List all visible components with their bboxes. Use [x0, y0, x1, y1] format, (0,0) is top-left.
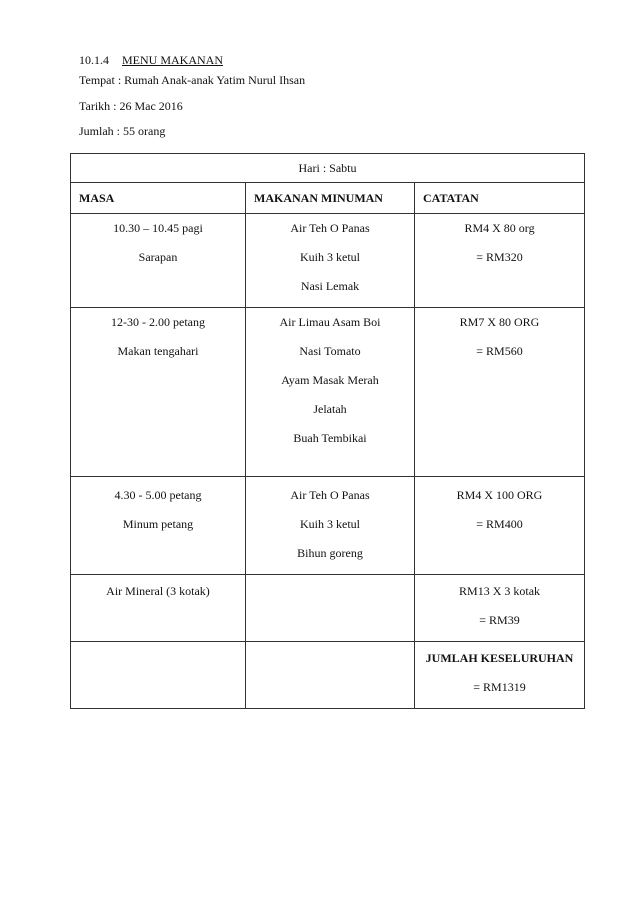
cell-line: Air Limau Asam Boi — [279, 315, 381, 329]
cell-line: Ayam Masak Merah — [281, 373, 379, 387]
cell-masa — [71, 214, 246, 308]
cell-line: Bihun goreng — [297, 546, 363, 560]
cell-line: Air Teh O Panas — [290, 488, 370, 502]
cell-line: Makan tengahari — [117, 344, 199, 358]
cell-masa — [71, 575, 246, 642]
table-row — [71, 477, 585, 575]
cell-line: RM4 X 80 org — [464, 221, 535, 235]
hari-row — [71, 154, 585, 183]
total-row — [71, 642, 585, 709]
cell-line: Sarapan — [138, 250, 178, 264]
cell-line: Buah Tembikai — [293, 431, 367, 445]
cell-masa — [71, 477, 246, 575]
cell-catatan — [415, 575, 585, 642]
header-masa: MASA — [71, 183, 246, 214]
info-tempat: Tempat : Rumah Anak-anak Yatim Nurul Ihsan — [79, 73, 306, 87]
cell-line: 12-30 - 2.00 petang — [111, 315, 205, 329]
menu-table — [70, 153, 585, 709]
cell-line: Air Mineral (3 kotak) — [106, 584, 210, 598]
info-tarikh: Tarikh : 26 Mac 2016 — [79, 99, 183, 113]
cell-empty — [246, 642, 415, 709]
cell-line: Air Teh O Panas — [290, 221, 370, 235]
cell-line: Kuih 3 ketul — [300, 517, 360, 531]
cell-line: Minum petang — [122, 517, 194, 531]
cell-makanan — [246, 308, 415, 477]
cell-line: RM4 X 100 ORG — [456, 488, 543, 502]
header-row — [71, 183, 585, 214]
header-catatan: CATATAN — [415, 183, 585, 214]
cell-catatan — [415, 308, 585, 477]
cell-line: Jelatah — [313, 402, 347, 416]
cell-line: = RM39 — [479, 613, 520, 627]
section-number: 10.1.4 — [79, 53, 109, 67]
table-row — [71, 308, 585, 477]
hari-cell: Hari : Sabtu — [71, 154, 585, 183]
info-jumlah: Jumlah : 55 orang — [79, 124, 166, 138]
cell-empty — [71, 642, 246, 709]
cell-line: = RM560 — [476, 344, 523, 358]
cell-catatan — [415, 214, 585, 308]
section-heading — [79, 53, 223, 68]
table-row — [71, 575, 585, 642]
cell-line: Nasi Tomato — [299, 344, 361, 358]
cell-makanan — [246, 575, 415, 642]
cell-line: = RM320 — [476, 250, 523, 264]
section-title: MENU MAKANAN — [122, 53, 223, 67]
cell-line: 4.30 - 5.00 petang — [114, 488, 202, 502]
cell-line: 10.30 – 10.45 pagi — [113, 221, 203, 235]
cell-line: RM13 X 3 kotak — [459, 584, 541, 598]
total-label: JUMLAH KESELURUHAN — [425, 651, 574, 665]
cell-makanan — [246, 214, 415, 308]
table-row — [71, 214, 585, 308]
cell-total — [415, 642, 585, 709]
cell-catatan — [415, 477, 585, 575]
cell-line: RM7 X 80 ORG — [459, 315, 540, 329]
header-makanan-minuman: MAKANAN MINUMAN — [246, 183, 415, 214]
cell-masa — [71, 308, 246, 477]
total-value: = RM1319 — [473, 680, 526, 694]
cell-line: = RM400 — [476, 517, 523, 531]
cell-makanan — [246, 477, 415, 575]
cell-line: Nasi Lemak — [300, 279, 360, 293]
cell-line: Kuih 3 ketul — [300, 250, 360, 264]
